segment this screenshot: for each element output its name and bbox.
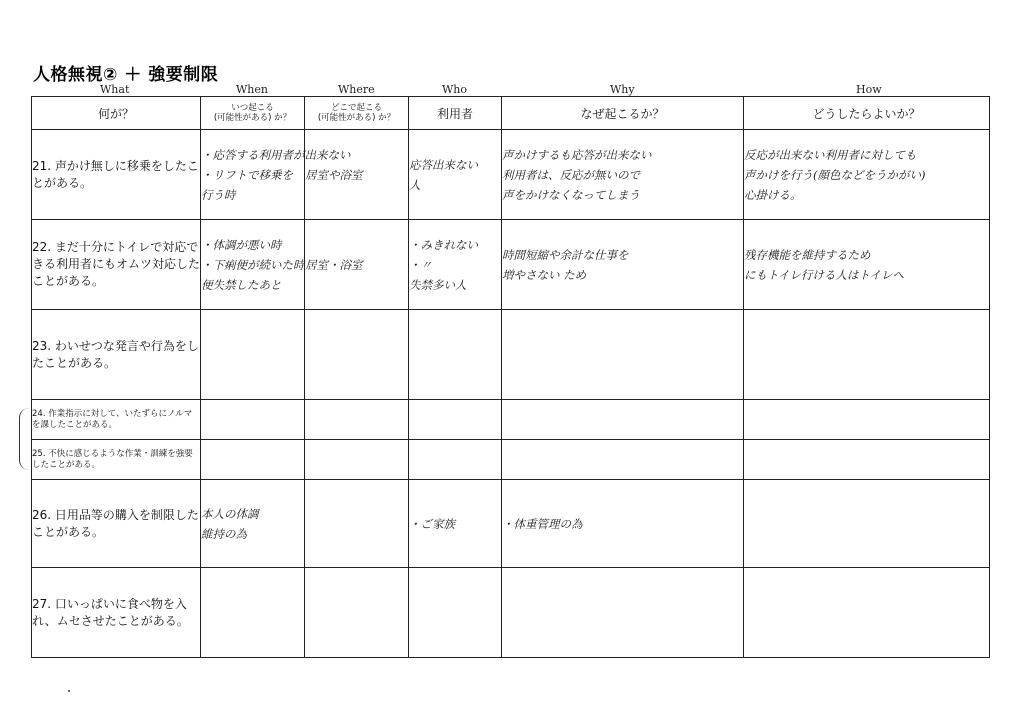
handwritten-note: ・〃	[409, 257, 432, 272]
table-row	[32, 440, 990, 480]
column-label-how: How	[856, 83, 882, 96]
how-cell	[744, 310, 990, 400]
handwritten-note: 応答出来ない	[409, 157, 478, 172]
where-cell	[305, 480, 409, 568]
handwritten-note: 声かけするも応答が出来ない	[502, 147, 652, 162]
table-row	[32, 568, 990, 658]
where-cell	[305, 400, 409, 440]
handwritten-note: ・みきれない	[409, 237, 478, 252]
header-row	[32, 97, 990, 130]
handwritten-note: 残存機能を維持するため	[744, 247, 871, 262]
where-cell	[305, 310, 409, 400]
handwritten-note: 声かけを行う(顔色などをうかがい)	[744, 167, 926, 182]
header-how: どうしたらよいか？	[744, 97, 990, 130]
why-cell	[502, 568, 744, 658]
header-when	[201, 97, 305, 130]
question-cell: 25. 不快に感じるような作業・訓練を強要したことがある。	[32, 440, 201, 480]
why-cell	[502, 310, 744, 400]
how-cell	[744, 568, 990, 658]
handwritten-note: 便失禁したあと	[201, 277, 282, 292]
handwritten-note: ・応答する利用者が出来ない	[201, 147, 351, 162]
who-cell	[409, 130, 502, 220]
handwritten-note: 維持の為	[201, 526, 247, 541]
handwritten-note: ・リフトで移乗を	[201, 167, 293, 182]
header-where	[305, 97, 409, 130]
handwritten-note: 人	[409, 177, 421, 192]
handwritten-note: 本人の体調	[201, 506, 259, 521]
when-cell	[201, 440, 305, 480]
question-cell: 27. 口いっぱいに食べ物を入れ、ムセさせたことがある。	[32, 568, 201, 658]
stray-dot	[68, 690, 70, 692]
why-cell	[502, 220, 744, 310]
when-cell	[201, 310, 305, 400]
handwritten-note: 失禁多い人	[409, 277, 467, 292]
header-what: 何が？	[32, 97, 201, 130]
column-label-where: Where	[338, 83, 375, 96]
why-cell	[502, 400, 744, 440]
who-cell	[409, 400, 502, 440]
who-cell	[409, 440, 502, 480]
handwritten-note: 居室や浴室	[305, 167, 363, 182]
when-cell	[201, 568, 305, 658]
handwritten-note: 時間短縮や余計な仕事を	[502, 247, 629, 262]
handwritten-note: 居室・浴室	[305, 257, 363, 272]
worksheet-table	[31, 96, 990, 658]
handwritten-note: 心掛ける。	[744, 187, 802, 202]
how-cell	[744, 130, 990, 220]
handwritten-note: ・体調が悪い時	[201, 237, 282, 252]
table-row	[32, 220, 990, 310]
page-title: 人格無視② ＋ 強要制限	[33, 65, 219, 85]
how-cell	[744, 440, 990, 480]
when-cell	[201, 400, 305, 440]
question-cell: 26. 日用品等の購入を制限したことがある。	[32, 480, 201, 568]
where-cell	[305, 568, 409, 658]
header-when-text: いつ起こる (可能性がある) か？	[213, 103, 292, 123]
where-cell	[305, 220, 409, 310]
who-cell	[409, 220, 502, 310]
column-label-what: What	[100, 83, 130, 96]
header-why: なぜ起こるか？	[502, 97, 744, 130]
who-cell	[409, 310, 502, 400]
who-cell	[409, 480, 502, 568]
question-cell: 23. わいせつな発言や行為をしたことがある。	[32, 310, 201, 400]
question-cell: 24. 作業指示に対して、いたずらにノルマを課したことがある。	[32, 400, 201, 440]
question-cell: 21. 声かけ無しに移乗をしたことがある。	[32, 130, 201, 220]
handwritten-note: ・ご家族	[409, 516, 455, 531]
handwritten-note: にもトイレ行ける人はトイレへ	[744, 267, 904, 282]
column-label-when: When	[236, 83, 268, 96]
table-row	[32, 400, 990, 440]
handwritten-note: ・下痢便が続いた時	[201, 257, 305, 272]
handwritten-note: 反応が出来ない利用者に対しても	[744, 147, 917, 162]
table-row	[32, 480, 990, 568]
table-row	[32, 130, 990, 220]
when-cell	[201, 220, 305, 310]
handwritten-note: 増やさない ため	[502, 267, 587, 282]
who-cell	[409, 568, 502, 658]
header-where-text: どこで起こる (可能性がある) か？	[317, 103, 396, 123]
why-cell	[502, 130, 744, 220]
where-cell	[305, 440, 409, 480]
column-label-why: Why	[610, 83, 635, 96]
how-cell	[744, 480, 990, 568]
where-cell	[305, 130, 409, 220]
table-row	[32, 310, 990, 400]
handwritten-note: 行う時	[201, 187, 236, 202]
bracket-mark	[19, 408, 30, 470]
handwritten-note: 声をかけなくなってしまう	[502, 187, 640, 202]
how-cell	[744, 400, 990, 440]
handwritten-note: ・体重管理の為	[502, 516, 583, 531]
column-label-who: Who	[442, 83, 468, 96]
header-who: 利用者	[409, 97, 502, 130]
why-cell	[502, 480, 744, 568]
why-cell	[502, 440, 744, 480]
question-cell: 22. まだ十分にトイレで対応できる利用者にもオムツ対応したことがある。	[32, 220, 201, 310]
when-cell	[201, 480, 305, 568]
how-cell	[744, 220, 990, 310]
handwritten-note: 利用者は、反応が無いので	[502, 167, 640, 182]
